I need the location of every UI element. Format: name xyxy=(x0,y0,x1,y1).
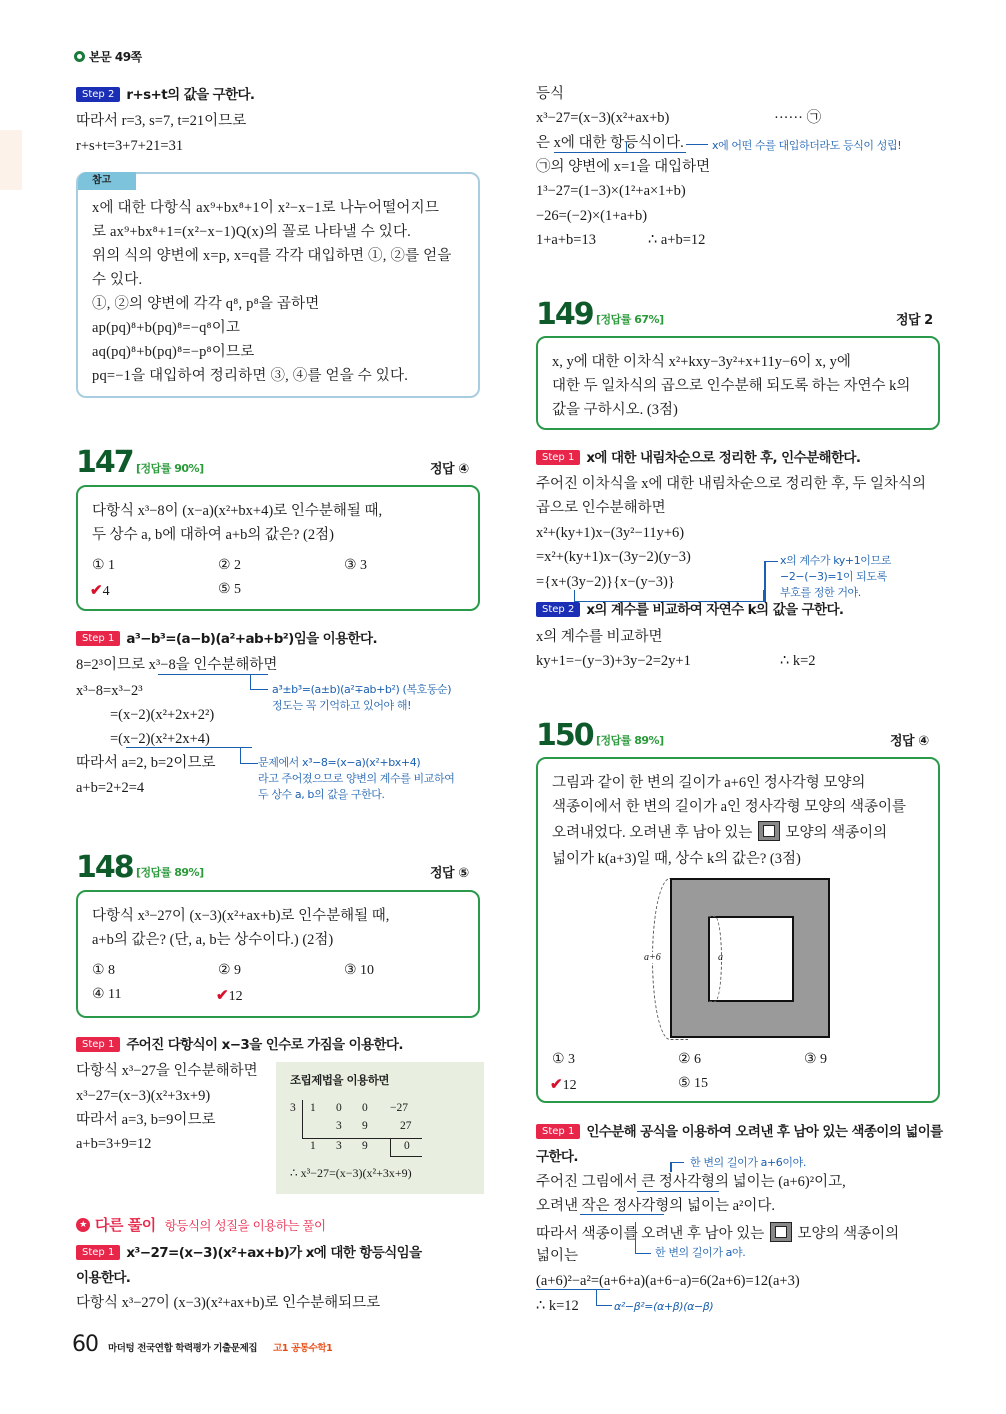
question-line: 두 상수 a, b에 대하여 a+b의 값은? (2점) xyxy=(92,527,334,543)
question-number: 147 xyxy=(76,445,133,480)
annotation-connector xyxy=(626,142,686,153)
choice-1[interactable]: ① 1 xyxy=(92,558,116,573)
coef: 0 xyxy=(404,1140,410,1152)
note-line: pq=−1을 대입하여 정리하면 ③, ④를 얻을 수 있다. xyxy=(92,368,409,384)
correct-rate: [정답률 90%] xyxy=(136,462,204,475)
solution-line: =(x−2)(x²+2x+2²) xyxy=(110,707,215,723)
step-badge: Step 1 xyxy=(76,1037,120,1052)
step-badge: Step 1 xyxy=(76,631,120,646)
question-number: 149 xyxy=(536,297,593,332)
coef: −27 xyxy=(390,1102,408,1114)
note-line: x에 대한 다항식 ax⁹+bx⁸+1이 x²−x−1로 나누어떨어지므 xyxy=(92,200,440,216)
checkmark-icon: ✔ xyxy=(90,583,103,599)
solution-line: (a+6)²−a²=(a+6+a)(a+6−a)=6(2a+6)=12(a+3) xyxy=(536,1273,800,1289)
coef: 0 xyxy=(336,1102,342,1114)
annotation-line: 두 상수 a, b의 값을 구한다. xyxy=(258,788,385,801)
solution-line: r+s+t=3+7+21=31 xyxy=(76,138,184,154)
conclusion: ∴ k=2 xyxy=(780,653,816,669)
annotation-line: 라고 주어졌으므로 양변의 계수를 비교하여 xyxy=(258,772,455,785)
annotation-connector xyxy=(596,1290,612,1306)
synthetic-division-box xyxy=(276,1062,484,1194)
solution-line: 8=2³이므로 x³−8을 인수분해하면 xyxy=(76,657,278,673)
annotation-line: 부호를 정한 거야. xyxy=(780,586,861,599)
step1-heading: Step 1 x에 대한 내림차순으로 정리한 후, 인수분해한다. xyxy=(536,448,860,468)
solution-line: 1+a+b=13 xyxy=(536,232,596,248)
circle-bullet-icon xyxy=(74,51,85,62)
step1-heading: Step 1 a³−b³=(a−b)(a²+ab+b²)임을 이용한다. xyxy=(76,629,377,649)
choice-1[interactable]: ① 8 xyxy=(92,963,116,978)
solution-line: 곱으로 인수분해하면 xyxy=(536,500,666,516)
underline xyxy=(580,1214,664,1215)
note-line: 수 있다. xyxy=(92,272,143,288)
choice-5[interactable]: ⑤ 15 xyxy=(678,1076,709,1091)
annotation-connector xyxy=(250,675,268,690)
step-badge: Step 2 xyxy=(536,602,580,617)
outer-side-label: a+6 xyxy=(644,952,661,963)
solution-line: x³−8=x³−2³ xyxy=(76,683,143,699)
question-line: x, y에 대한 이차식 x²+kxy−3y²+x+11y−6이 x, y에 xyxy=(552,354,851,370)
choice-4-selected[interactable]: ✔4 xyxy=(90,583,110,599)
coef: 27 xyxy=(400,1120,412,1132)
solution-line: 1³−27=(1−3)×(1²+a×1+b) xyxy=(536,183,686,199)
annotation-connector xyxy=(240,748,258,764)
step2-heading: Step 2 r+s+t의 값을 구한다. xyxy=(76,85,254,105)
choice-5-selected[interactable]: ✔12 xyxy=(216,988,243,1004)
question-line: 값을 구하시오. (3점) xyxy=(552,402,678,418)
question-line: 그림과 같이 한 변의 길이가 a+6인 정사각형 모양의 xyxy=(552,775,866,791)
question-line: 넓이가 k(a+3)일 때, 상수 k의 값은? (3점) xyxy=(552,851,801,867)
annotation-line: 정도는 꼭 기억하고 있어야 해! xyxy=(272,699,412,712)
remainder-line xyxy=(390,1156,422,1157)
solution-line: 오려낸 작은 정사각형의 넓이는 a²이다. xyxy=(536,1198,776,1214)
alt-step1-heading: Step 1 x³−27=(x−3)(x²+ax+b)가 x에 대한 항등식임을 xyxy=(76,1243,422,1263)
margin-tint xyxy=(0,130,22,190)
answer-label: 정답 ④ xyxy=(430,462,469,477)
step1-heading: Step 1 주어진 다항식이 x−3을 인수로 가짐을 이용한다. xyxy=(76,1035,403,1055)
coef: 3 xyxy=(336,1120,342,1132)
question-line: 색종이에서 한 변의 길이가 a인 정사각형 모양의 색종이를 xyxy=(552,799,906,815)
solution-line: a+b=2+2=4 xyxy=(76,780,145,796)
square-frame-icon xyxy=(770,1222,792,1242)
annotation-connector xyxy=(670,1162,672,1172)
coef: 0 xyxy=(362,1102,368,1114)
solution-line: 주어진 이차식을 x에 대한 내림차순으로 정리한 후, 두 일차식의 xyxy=(536,476,927,492)
solution-line: 따라서 r=3, s=7, t=21이므로 xyxy=(76,113,247,129)
synthetic-title: 조립제법을 이용하면 xyxy=(290,1073,389,1087)
series-label: 고1 공통수학1 xyxy=(273,1343,333,1354)
arrow-icon xyxy=(686,144,708,145)
step1-heading-cont: 구한다. xyxy=(536,1149,578,1165)
answer-label: 정답 ④ xyxy=(890,734,929,749)
step2-heading: Step 2 x의 계수를 비교하여 자연수 k의 값을 구한다. xyxy=(536,600,843,620)
question-number: 148 xyxy=(76,850,133,885)
underline xyxy=(637,1191,719,1192)
annotation-line: x에 어떤 수를 대입하더라도 등식이 성립! xyxy=(712,139,902,152)
question-box xyxy=(76,485,480,611)
choice-5[interactable]: ⑤ 5 xyxy=(218,582,242,597)
remainder-bar xyxy=(390,1138,391,1156)
solution-line: ky+1=−(y−3)+3y−2=2y+1 xyxy=(536,653,691,669)
question-line: 다항식 x³−27이 (x−3)(x²+ax+b)로 인수분해될 때, xyxy=(92,908,390,924)
note-line: aq(pq)⁸+b(pq)⁸=−p⁸이므로 xyxy=(92,344,255,360)
annotation-connector xyxy=(764,561,766,602)
square-frame-figure xyxy=(670,878,830,1038)
arrow-icon xyxy=(670,1162,684,1163)
division-line xyxy=(302,1138,422,1139)
step-badge: Step 2 xyxy=(76,87,120,102)
question-number: 150 xyxy=(536,718,593,753)
annotation-line: −2−(−3)=1이 되도록 xyxy=(780,570,887,583)
note-line: ap(pq)⁸+b(pq)⁸=−q⁸이고 xyxy=(92,320,241,336)
alternative-solution-heading: ★ 다른 풀이 항등식의 성질을 이용하는 풀이 xyxy=(76,1214,326,1235)
question-line: 대한 두 일차식의 곱으로 인수분해 되도록 하는 자연수 k의 xyxy=(552,378,911,394)
underline xyxy=(126,747,252,748)
coef: 1 xyxy=(310,1102,316,1114)
solution-line: −26=(−2)×(1+a+b) xyxy=(536,208,648,224)
solution-line: 따라서 a=2, b=2이므로 xyxy=(76,755,216,771)
annotation-line: α²−β²=(α+β)(α−β) xyxy=(614,1300,714,1313)
square-frame-icon xyxy=(758,821,780,841)
coef: 9 xyxy=(362,1140,368,1152)
choice-3[interactable]: ③ 3 xyxy=(344,558,368,573)
correct-rate: [정답률 89%] xyxy=(596,734,664,747)
step-badge: Step 1 xyxy=(536,1124,580,1139)
coef: 3 xyxy=(336,1140,342,1152)
question-line: a+b의 값은? (단, a, b는 상수이다.) (2점) xyxy=(92,932,334,948)
annotation-line: a³±b³=(a±b)(a²∓ab+b²) (복호동순) xyxy=(272,683,452,696)
note-line: ①, ②의 양변에 각각 q⁸, p⁸을 곱하면 xyxy=(92,296,320,312)
solution-line: x²+(ky+1)x−(3y²−11y+6) xyxy=(536,525,685,541)
annotation-line: x의 계수가 ky+1이므로 xyxy=(780,554,891,567)
note-line: 위의 식의 양변에 x=p, x=q를 각각 대입하면 ①, ②를 얻을 xyxy=(92,248,452,264)
solution-line: x의 계수를 비교하면 xyxy=(536,629,663,645)
divisor: 3 xyxy=(290,1102,296,1114)
step-badge: Step 1 xyxy=(536,450,580,465)
answer-label: 정답 ⑤ xyxy=(430,866,469,881)
reference-note-box xyxy=(76,172,480,398)
synthetic-result: ∴ x³−27=(x−3)(x²+3x+9) xyxy=(290,1166,412,1180)
inner-side-label: a xyxy=(718,952,723,963)
choice-3[interactable]: ③ 9 xyxy=(804,1052,828,1067)
solution-line: ㉠의 양변에 x=1을 대입하면 xyxy=(536,159,711,175)
solution-line: 등식 xyxy=(536,86,565,102)
annotation-connector xyxy=(635,1222,651,1254)
coef: 1 xyxy=(310,1140,316,1152)
question-box xyxy=(536,336,940,430)
choice-2[interactable]: ② 9 xyxy=(218,963,242,978)
solution-line: =x²+(ky+1)x−(3y−2)(y−3) xyxy=(536,549,691,565)
solution-line: x³−27=(x−3)(x²+3x+9) xyxy=(76,1088,211,1104)
annotation-line: 한 변의 길이가 a야. xyxy=(655,1246,746,1259)
question-line: 오려내었다. 오려낸 후 남아 있는 모양의 색종이의 xyxy=(552,821,887,842)
star-icon: ★ xyxy=(76,1218,90,1232)
page-number: 60 xyxy=(72,1332,98,1357)
choice-2[interactable]: ② 6 xyxy=(678,1052,702,1067)
solution-line: =(x−2)(x²+2x+4) xyxy=(110,731,210,747)
annotation-line: 문제에서 x³−8=(x−a)(x²+bx+4) xyxy=(258,756,421,769)
solution-line: 따라서 a=3, b=9이므로 xyxy=(76,1112,216,1128)
step1-heading: Step 1 인수분해 공식을 이용하여 오려낸 후 남아 있는 색종이의 넓이를 xyxy=(536,1122,943,1142)
arrow-icon xyxy=(764,561,778,562)
choice-3[interactable]: ③ 10 xyxy=(344,963,375,978)
alt-subtitle: 항등식의 성질을 이용하는 풀이 xyxy=(164,1217,326,1233)
note-tag: 참고 xyxy=(78,172,136,190)
solution-line: 다항식 x³−27이 (x−3)(x²+ax+b)로 인수분해되므로 xyxy=(76,1295,381,1311)
conclusion: ∴ a+b=12 xyxy=(648,232,706,248)
solution-line: x³−27=(x−3)(x²+ax+b) xyxy=(536,110,670,126)
checkmark-icon: ✔ xyxy=(216,988,229,1004)
division-bar xyxy=(302,1100,303,1138)
choice-2[interactable]: ② 2 xyxy=(218,558,242,573)
solution-line: 은 x에 대한 항등식이다. xyxy=(536,135,684,151)
page-footer xyxy=(72,1332,332,1357)
book-title: 마더텅 전국연합 학력평가 기출문제집 xyxy=(108,1343,258,1354)
checkmark-icon: ✔ xyxy=(550,1077,563,1093)
page-reference-text: 본문 49쪽 xyxy=(89,50,142,64)
question-box xyxy=(76,890,480,1018)
equation-mark: ······ ㉠ xyxy=(774,110,822,126)
correct-rate: [정답률 67%] xyxy=(596,313,664,326)
solution-line: ={x+(3y−2)}{x−(y−3)} xyxy=(536,574,675,590)
solution-line: 따라서 색종이를 오려낸 후 남아 있는 모양의 색종이의 xyxy=(536,1222,899,1244)
choice-4-selected[interactable]: ✔12 xyxy=(550,1077,577,1093)
page-reference xyxy=(74,48,142,65)
question-line: 다항식 x³−8이 (x−a)(x²+bx+4)로 인수분해될 때, xyxy=(92,503,383,519)
correct-rate: [정답률 89%] xyxy=(136,866,204,879)
step-badge: Step 1 xyxy=(76,1245,120,1260)
solution-line: a+b=3+9=12 xyxy=(76,1136,152,1152)
answer-label: 정답 2 xyxy=(896,313,933,328)
coef: 9 xyxy=(362,1120,368,1132)
alt-step1-heading-cont: 이용한다. xyxy=(76,1270,131,1286)
choice-1[interactable]: ① 3 xyxy=(552,1052,576,1067)
conclusion: ∴ k=12 xyxy=(536,1298,579,1314)
note-line: 로 ax⁹+bx⁸+1=(x²−x−1)Q(x)의 꼴로 나타낼 수 있다. xyxy=(92,224,411,240)
solution-line: 다항식 x³−27을 인수분해하면 xyxy=(76,1063,258,1079)
choice-4[interactable]: ④ 11 xyxy=(92,987,122,1002)
solution-line: 주어진 그림에서 큰 정사각형의 넓이는 (a+6)²이고, xyxy=(536,1174,846,1190)
annotation-line: 한 변의 길이가 a+6이야. xyxy=(690,1156,806,1169)
solution-line: 넓이는 xyxy=(536,1248,579,1264)
